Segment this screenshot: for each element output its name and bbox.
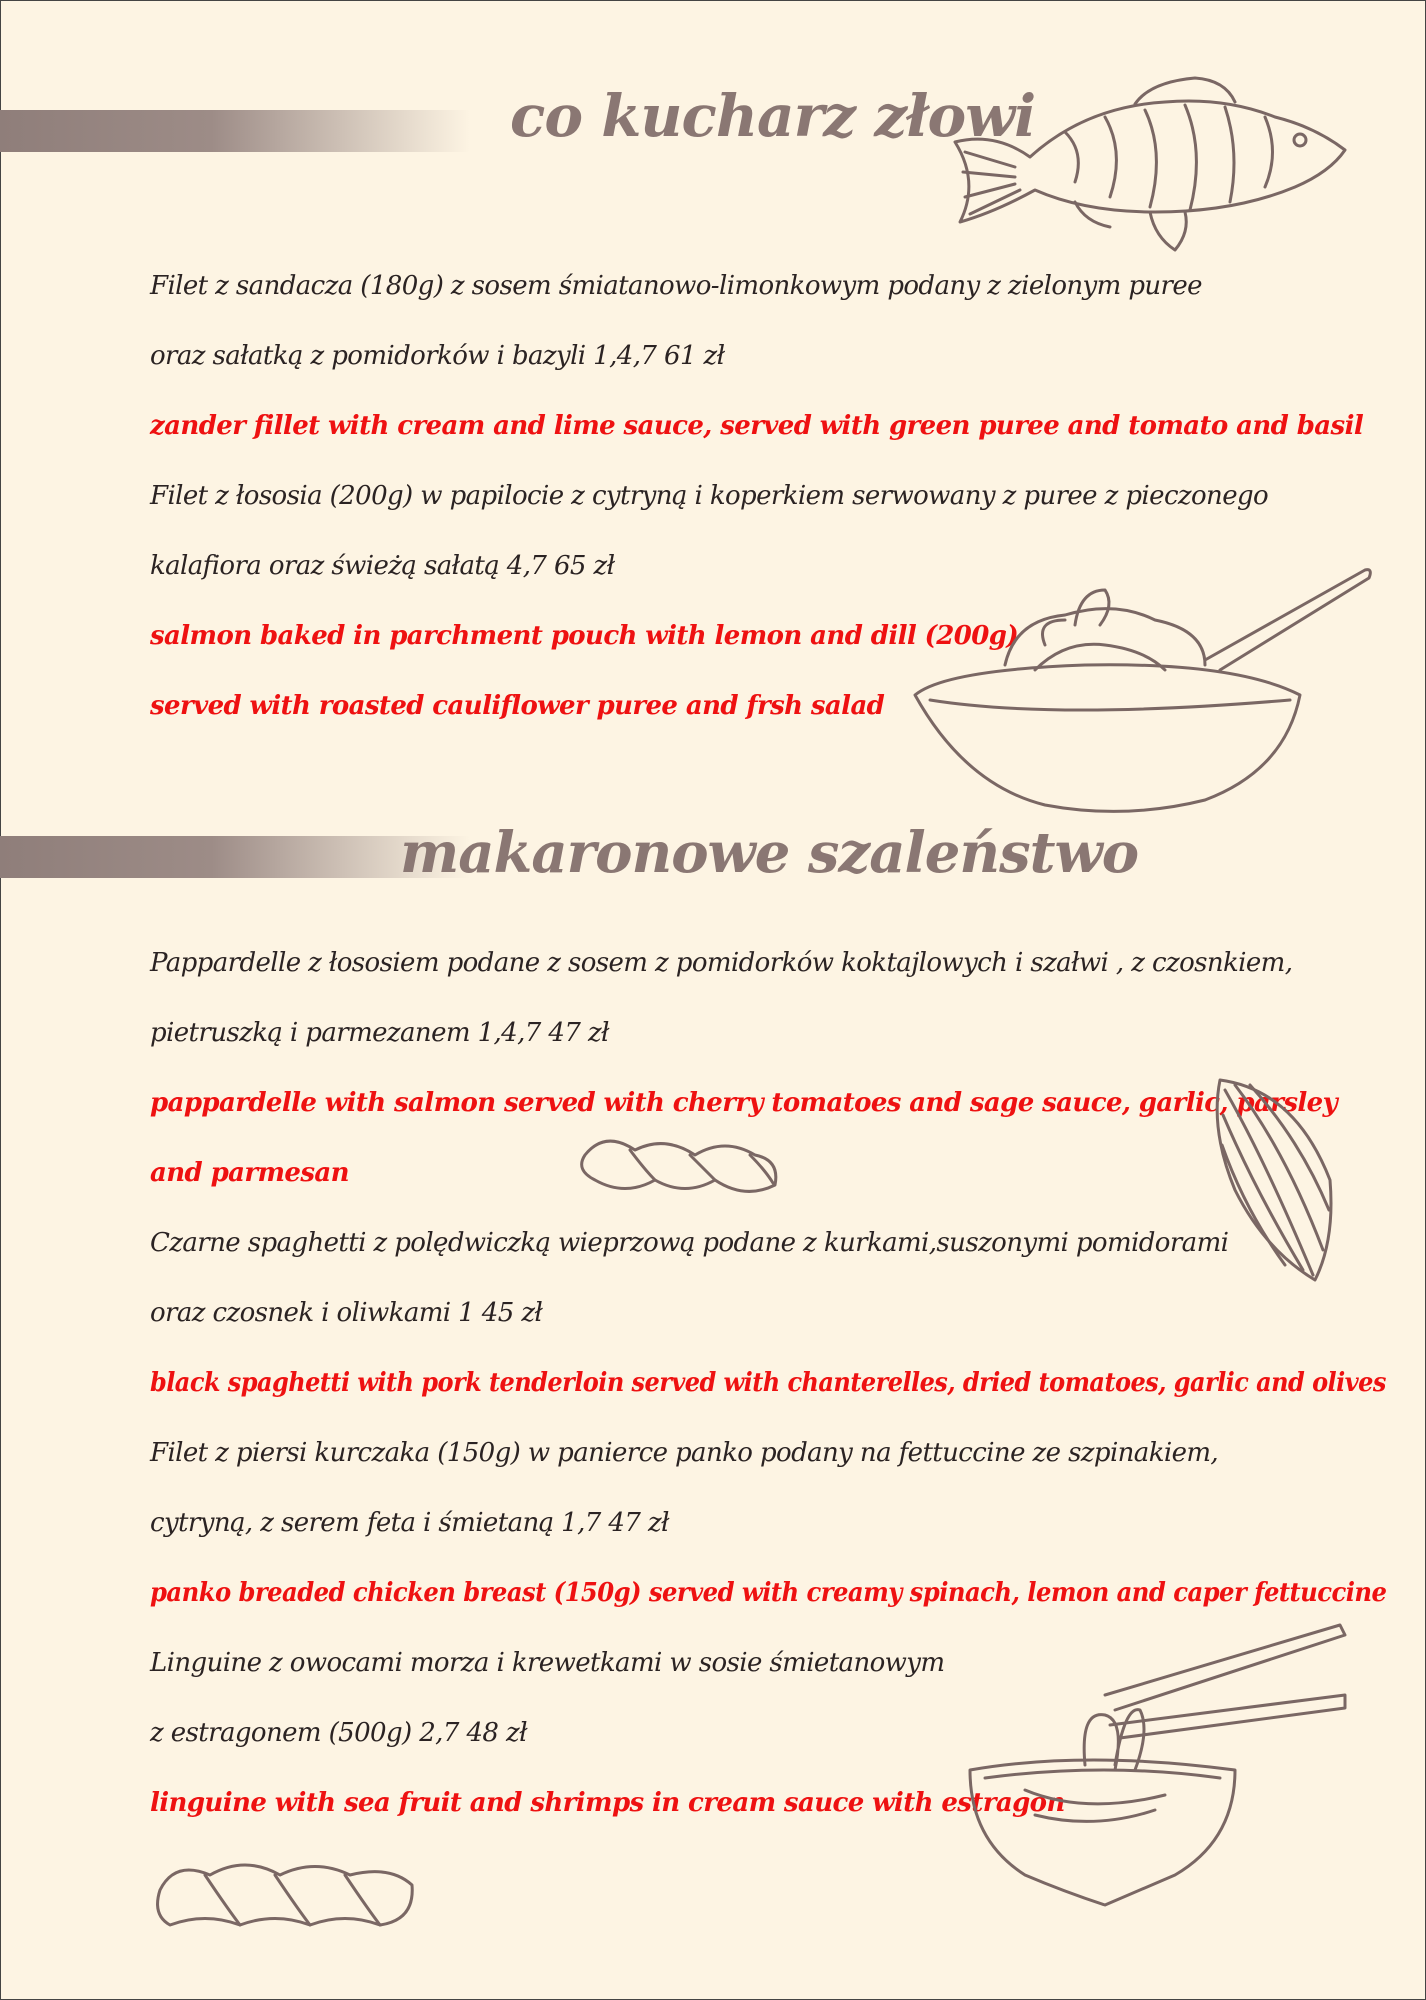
menu-line: Filet z sandacza (180g) z sosem śmiatanowo-limonkowym podany z zielonym puree (150, 271, 1202, 301)
menu-line: Pappardelle z łososiem podane z sosem z pomidorków koktajlowych i szałwi , z czosnkiem, (150, 948, 1293, 978)
menu-line-english: linguine with sea fruit and shrimps in cream sauce with estragon (150, 1788, 1065, 1818)
menu-line-english: salmon baked in parchment pouch with lemon and dill (200g) (150, 621, 1019, 651)
menu-line-english: and parmesan (150, 1158, 349, 1188)
section-title: co kucharz złowi (510, 82, 1036, 150)
noodle-bowl-icon (965, 1620, 1355, 1920)
menu-line-english: zander fillet with cream and lime sauce, served with green puree and tomato and basil (150, 411, 1364, 441)
menu-line-english: pappardelle with salmon served with cherry tomatoes and sage sauce, garlic, parsley (150, 1088, 1338, 1118)
menu-line: kalafiora oraz świeżą sałatą 4,7 65 zł (150, 551, 615, 581)
menu-line: z estragonem (500g) 2,7 48 zł (150, 1718, 527, 1748)
menu-line: oraz czosnek i oliwkami 1 45 zł (150, 1298, 543, 1328)
menu-line-english: panko breaded chicken breast (150g) served with creamy spinach, lemon and caper fettuccine (150, 1578, 1387, 1608)
menu-line: oraz sałatką z pomidorków i bazyli 1,4,7 61 zł (150, 341, 725, 371)
section-header-bar (0, 110, 470, 152)
menu-line: Filet z łososia (200g) w papilocie z cytryną i koperkiem serwowany z puree z pieczonego (150, 481, 1269, 511)
twisted-pasta-icon (150, 1850, 420, 1935)
menu-line: Linguine z owocami morza i krewetkami w sosie śmietanowym (150, 1648, 945, 1678)
menu-line: cytryną, z serem feta i śmietaną 1,7 47 zł (150, 1508, 669, 1538)
shell-pasta-icon (1205, 1070, 1345, 1290)
pasta-bowl-icon (905, 560, 1375, 820)
menu-line: Filet z piersi kurczaka (150g) w panierce panko podany na fettuccine ze szpinakiem, (150, 1438, 1219, 1468)
menu-line: pietruszką i parmezanem 1,4,7 47 zł (150, 1018, 609, 1048)
fish-icon (935, 72, 1355, 257)
twisted-pasta-icon (575, 1125, 785, 1205)
menu-line: Czarne spaghetti z polędwiczką wieprzową podane z kurkami,suszonymi pomidorami (150, 1228, 1229, 1258)
section-title: makaronowe szaleństwo (400, 820, 1139, 886)
menu-line-english: black spaghetti with pork tenderloin served with chanterelles, dried tomatoes, garlic and olives (150, 1368, 1386, 1398)
menu-line-english: served with roasted cauliflower puree and frsh salad (150, 691, 885, 721)
